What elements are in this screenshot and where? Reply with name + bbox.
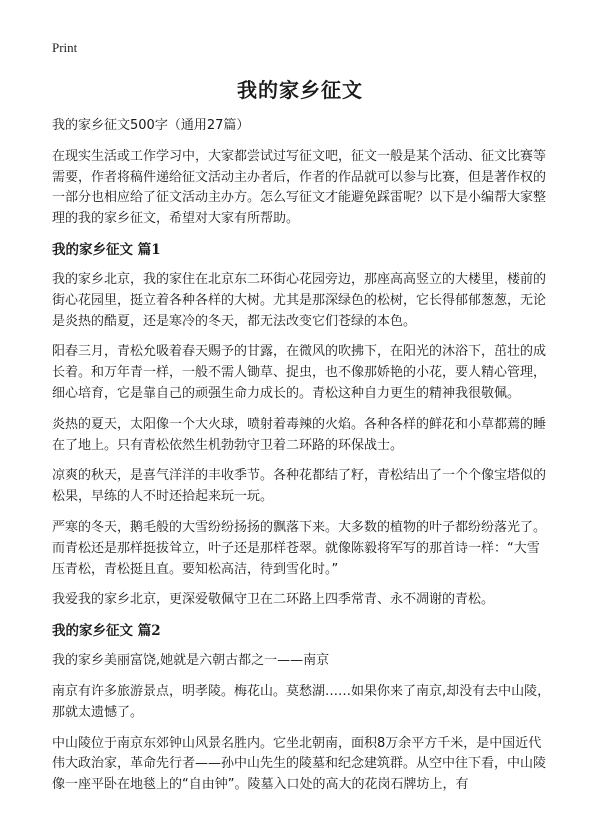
section-heading: 我的家乡征文 篇1	[52, 241, 161, 258]
paragraph: 炎热的夏天，太阳像一个大火球，喷射着毒辣的火焰。各种各样的鲜花和小草都蔫的睡在了地上。只有青松依然生机勃勃守卫着二环路的环保战士。	[52, 416, 547, 453]
paragraph: 南京有许多旅游景点，明孝陵。梅花山。莫愁湖……如果你来了南京,却没有去中山陵，那就太遗憾了。	[52, 683, 551, 720]
article-body	[52, 116, 552, 806]
paragraph: 我爱我的家乡北京，更深爱敬佩守卫在二环路上四季常青、永不凋谢的青松。	[52, 592, 495, 608]
intro-paragraph: 在现实生活或工作学习中，大家都尝试过写征文吧，征文一般是某个活动、征文比赛等需要，作者将稿件递给征文活动主办者后，作者的作品就可以参与比赛，但是著作权的一部分也相应给了征文活动主办方。怎么写征文才能避免踩雷呢？以下是小编帮大家整理的我的家乡征文，希望对大家有所帮助。	[52, 148, 547, 227]
paragraph: 中山陵位于南京东郊钟山风景名胜内。它坐北朝南，面积8万余平方千米，是中国近代伟大政治家，革命先行者——孙中山先生的陵墓和纪念建筑群。从空中往下看，中山陵像一座平卧在地毯上的“自由钟”。陵墓入口处的高大的花岗石牌坊上，有	[52, 735, 547, 793]
print-link[interactable]: Print	[52, 40, 78, 55]
page-title: 我的家乡征文	[237, 78, 363, 102]
paragraph: 我的家乡北京，我的家住在北京东二环街心花园旁边，那座高高竖立的大楼里，楼前的街心花园里，挺立着各种各样的大树。尤其是那深绿色的松树，它长得郁郁葱葱，无论是炎热的酷夏，还是寒冷的冬天，都无法改变它们苍绿的本色。	[52, 271, 547, 329]
section-heading: 我的家乡征文 篇2	[52, 623, 161, 640]
paragraph: 严寒的冬天，鹅毛般的大雪纷纷扬扬的飘落下来。大多数的植物的叶子都纷纷落光了。而青松还是那样挺拔耸立，叶子还是那样苍翠。就像陈毅将军写的那首诗一样：“大雪压青松，青松挺且直。要知松高洁，待到雪化时。”	[52, 519, 547, 577]
paragraph: 阳春三月，青松允吸着春天赐予的甘露，在微风的吹拂下，在阳光的沐浴下，茁壮的成长着。和万年青一样，一般不需人锄草、捉虫，也不像那娇艳的小花，要人精心管理，细心培育，它是靠自己的顽强生命力成长的。青松这种自力更生的精神我很敬佩。	[52, 344, 547, 401]
paragraph: 凉爽的秋天，是喜气洋洋的丰收季节。各种花都结了籽，青松结出了一个个像宝塔似的松果，早练的人不时还拾起来玩一玩。	[52, 468, 547, 505]
paragraph: 我的家乡美丽富饶,她就是六朝古都之一——南京	[52, 653, 330, 669]
article-subtitle: 我的家乡征文500字（通用27篇）	[52, 118, 250, 133]
